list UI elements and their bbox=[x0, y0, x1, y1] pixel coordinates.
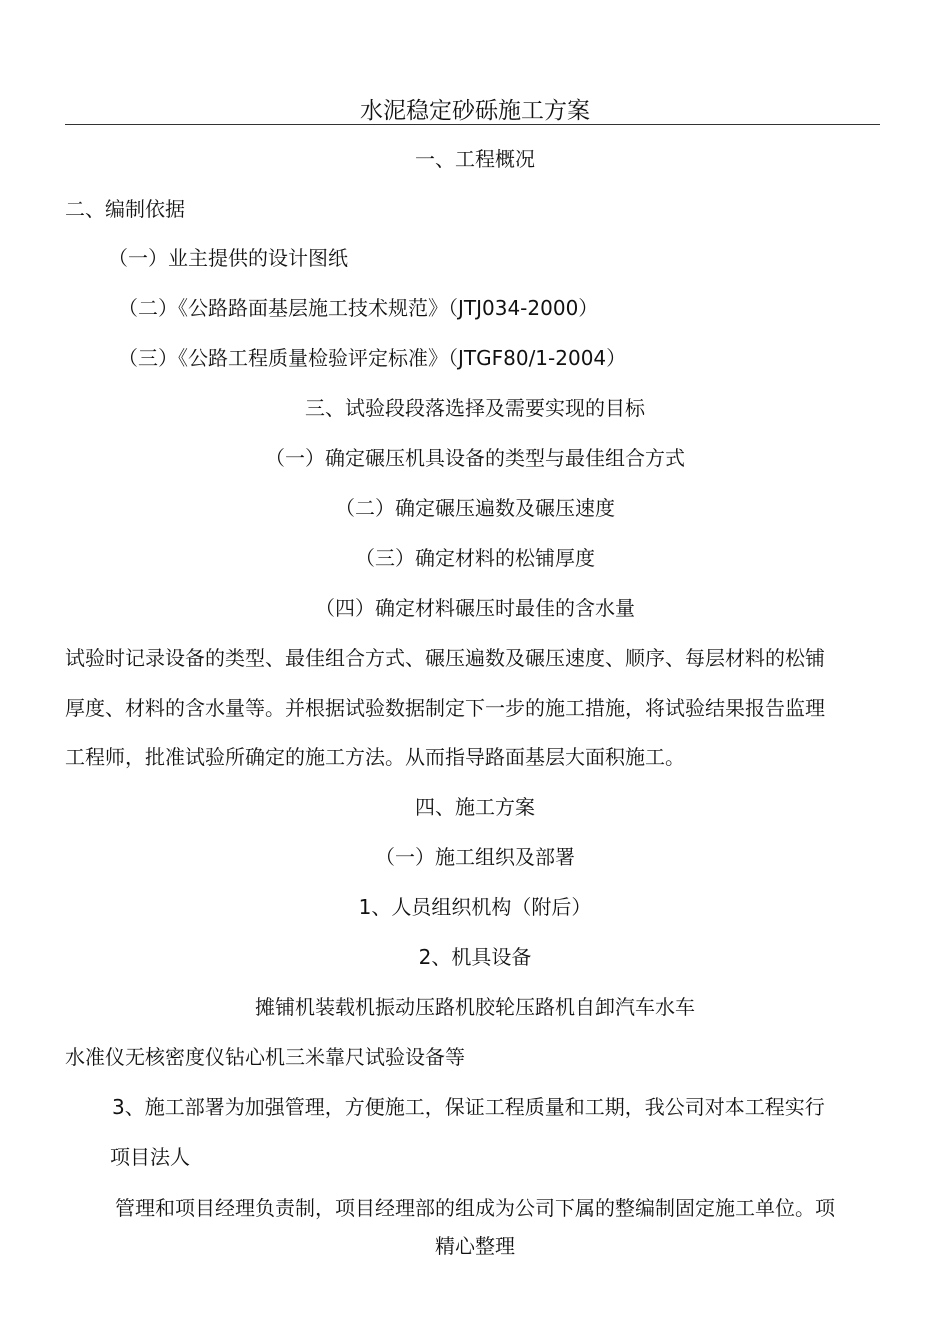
equipment-line-1: 摊铺机装载机振动压路机胶轮压路机自卸汽车水车 bbox=[255, 995, 695, 1019]
paragraph-line-1: 试验时记录设备的类型、最佳组合方式、碾压遍数及碾压速度、顺序、每层材料的松铺 bbox=[65, 646, 825, 670]
goal-item-4: （四）确定材料碾压时最佳的含水量 bbox=[315, 596, 635, 620]
section-heading-1: 一、工程概况 bbox=[415, 147, 535, 171]
paragraph-last-line: 管理和项目经理负责制，项目经理部的组成为公司下属的整编制固定施工单位。项 bbox=[115, 1196, 835, 1220]
page-footer: 精心整理 bbox=[435, 1234, 515, 1258]
subsection-heading: （一）施工组织及部署 bbox=[375, 845, 575, 869]
equipment-line-2: 水准仪无核密度仪钻心机三米靠尺试验设备等 bbox=[65, 1045, 465, 1069]
paragraph-line-2: 厚度、材料的含水量等。并根据试验数据制定下一步的施工措施，将试验结果报告监理 bbox=[65, 696, 825, 720]
document-title: 水泥稳定砂砾施工方案 bbox=[360, 98, 590, 124]
list-item-2: 2、机具设备 bbox=[418, 945, 532, 969]
section-heading-3: 三、试验段段落选择及需要实现的目标 bbox=[305, 396, 645, 420]
list-item-3-cont: 项目法人 bbox=[110, 1145, 190, 1169]
basis-item-3: （三）《公路工程质量检验评定标准》（JTGF80/1-2004） bbox=[118, 346, 627, 370]
goal-item-1: （一）确定碾压机具设备的类型与最佳组合方式 bbox=[265, 446, 685, 470]
list-item-3: 3、施工部署为加强管理，方便施工，保证工程质量和工期，我公司对本工程实行 bbox=[112, 1095, 825, 1119]
section-heading-4: 四、施工方案 bbox=[415, 795, 535, 819]
basis-item-2: （二）《公路路面基层施工技术规范》（JTJ034-2000） bbox=[118, 296, 599, 320]
list-item-1: 1、人员组织机构（附后） bbox=[358, 895, 592, 919]
goal-item-3: （三）确定材料的松铺厚度 bbox=[355, 546, 595, 570]
goal-item-2: （二）确定碾压遍数及碾压速度 bbox=[335, 496, 615, 520]
section-heading-2: 二、编制依据 bbox=[65, 197, 185, 221]
paragraph-line-3: 工程师，批准试验所确定的施工方法。从而指导路面基层大面积施工。 bbox=[65, 745, 685, 769]
title-underline bbox=[65, 124, 880, 125]
basis-item-1: （一）业主提供的设计图纸 bbox=[108, 246, 348, 270]
